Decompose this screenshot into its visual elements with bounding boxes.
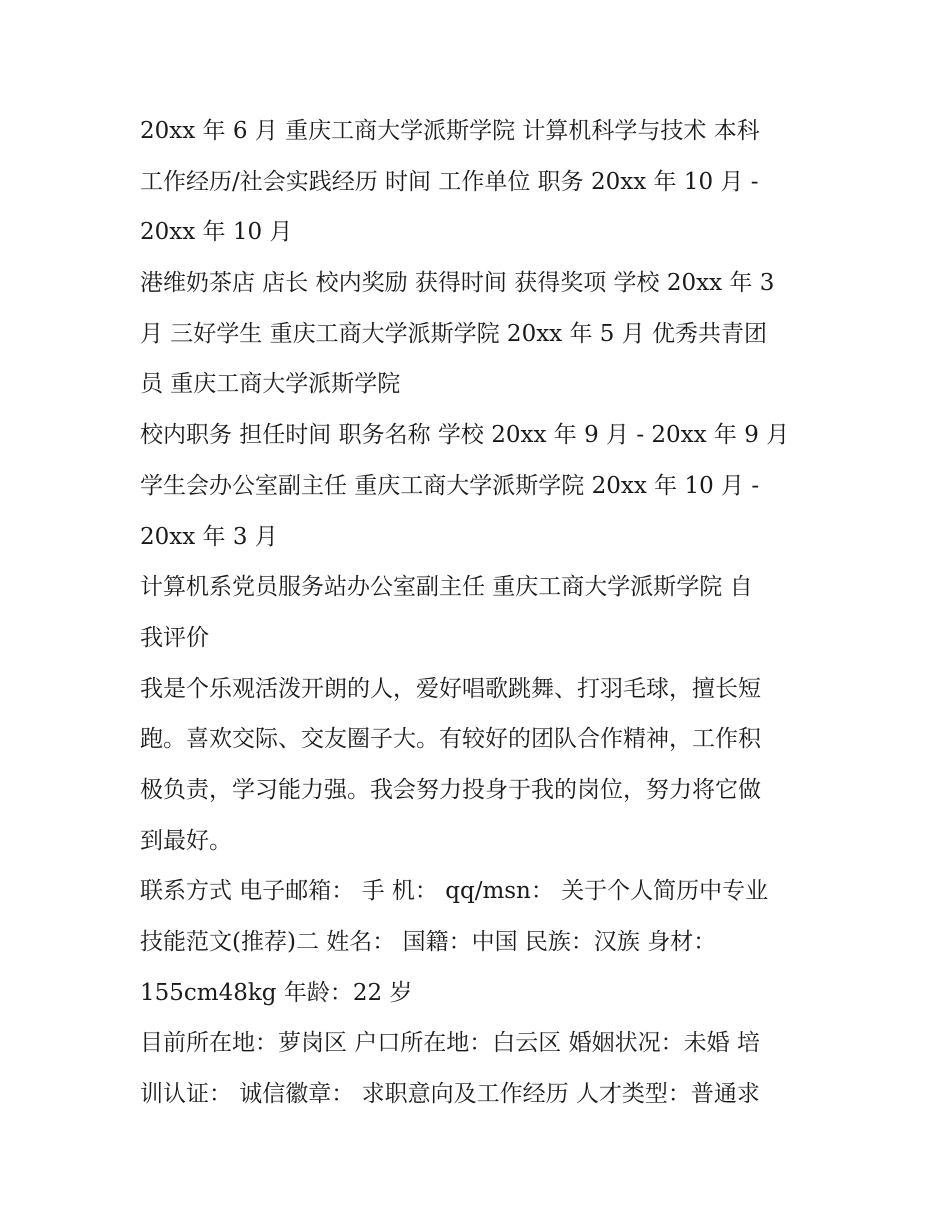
text-line: 155cm48kg 年龄：22 岁 bbox=[140, 979, 413, 1006]
text-line: 跑。喜欢交际、交友圈子大。有较好的团队合作精神，工作积 bbox=[140, 726, 761, 753]
text-line: 我评价 bbox=[140, 624, 209, 651]
text-line: 港维奶茶店 店长 校内奖励 获得时间 获得奖项 学校 20xx 年 3 bbox=[140, 270, 775, 297]
text-line: 计算机系党员服务站办公室副主任 重庆工商大学派斯学院 自 bbox=[140, 574, 753, 601]
text-line: 20xx 年 10 月 bbox=[140, 219, 293, 246]
text-line: 技能范文(推荐)二 姓名： 国籍：中国 民族：汉族 身材： bbox=[140, 929, 717, 955]
text-line: 到最好。 bbox=[140, 827, 232, 854]
text-line: 极负责，学习能力强。我会努力投身于我的岗位，努力将它做 bbox=[140, 776, 761, 803]
text-line: 20xx 年 3 月 bbox=[140, 523, 278, 550]
text-line: 训认证： 诚信徽章： 求职意向及工作经历 人才类型：普通求 bbox=[140, 1081, 760, 1108]
text-line: 联系方式 电子邮箱： 手 机： qq/msn： 关于个人简历中专业 bbox=[140, 878, 769, 905]
text-line: 我是个乐观活泼开朗的人，爱好唱歌跳舞、打羽毛球，擅长短 bbox=[140, 675, 761, 702]
document-body bbox=[140, 108, 820, 1122]
text-line: 学生会办公室副主任 重庆工商大学派斯学院 20xx 年 10 月 - bbox=[140, 472, 760, 499]
text-line: 20xx 年 6 月 重庆工商大学派斯学院 计算机科学与技术 本科 bbox=[140, 118, 760, 144]
text-line: 工作经历/社会实践经历 时间 工作单位 职务 20xx 年 10 月 - bbox=[140, 168, 759, 195]
text-line: 校内职务 担任时间 职务名称 学校 20xx 年 9 月 - 20xx 年 9 月 bbox=[140, 422, 790, 449]
text-line: 目前所在地：萝岗区 户口所在地：白云区 婚姻状况：未婚 培 bbox=[140, 1030, 760, 1057]
text-line: 员 重庆工商大学派斯学院 bbox=[140, 371, 401, 398]
text-line: 月 三好学生 重庆工商大学派斯学院 20xx 年 5 月 优秀共青团 bbox=[140, 320, 768, 347]
